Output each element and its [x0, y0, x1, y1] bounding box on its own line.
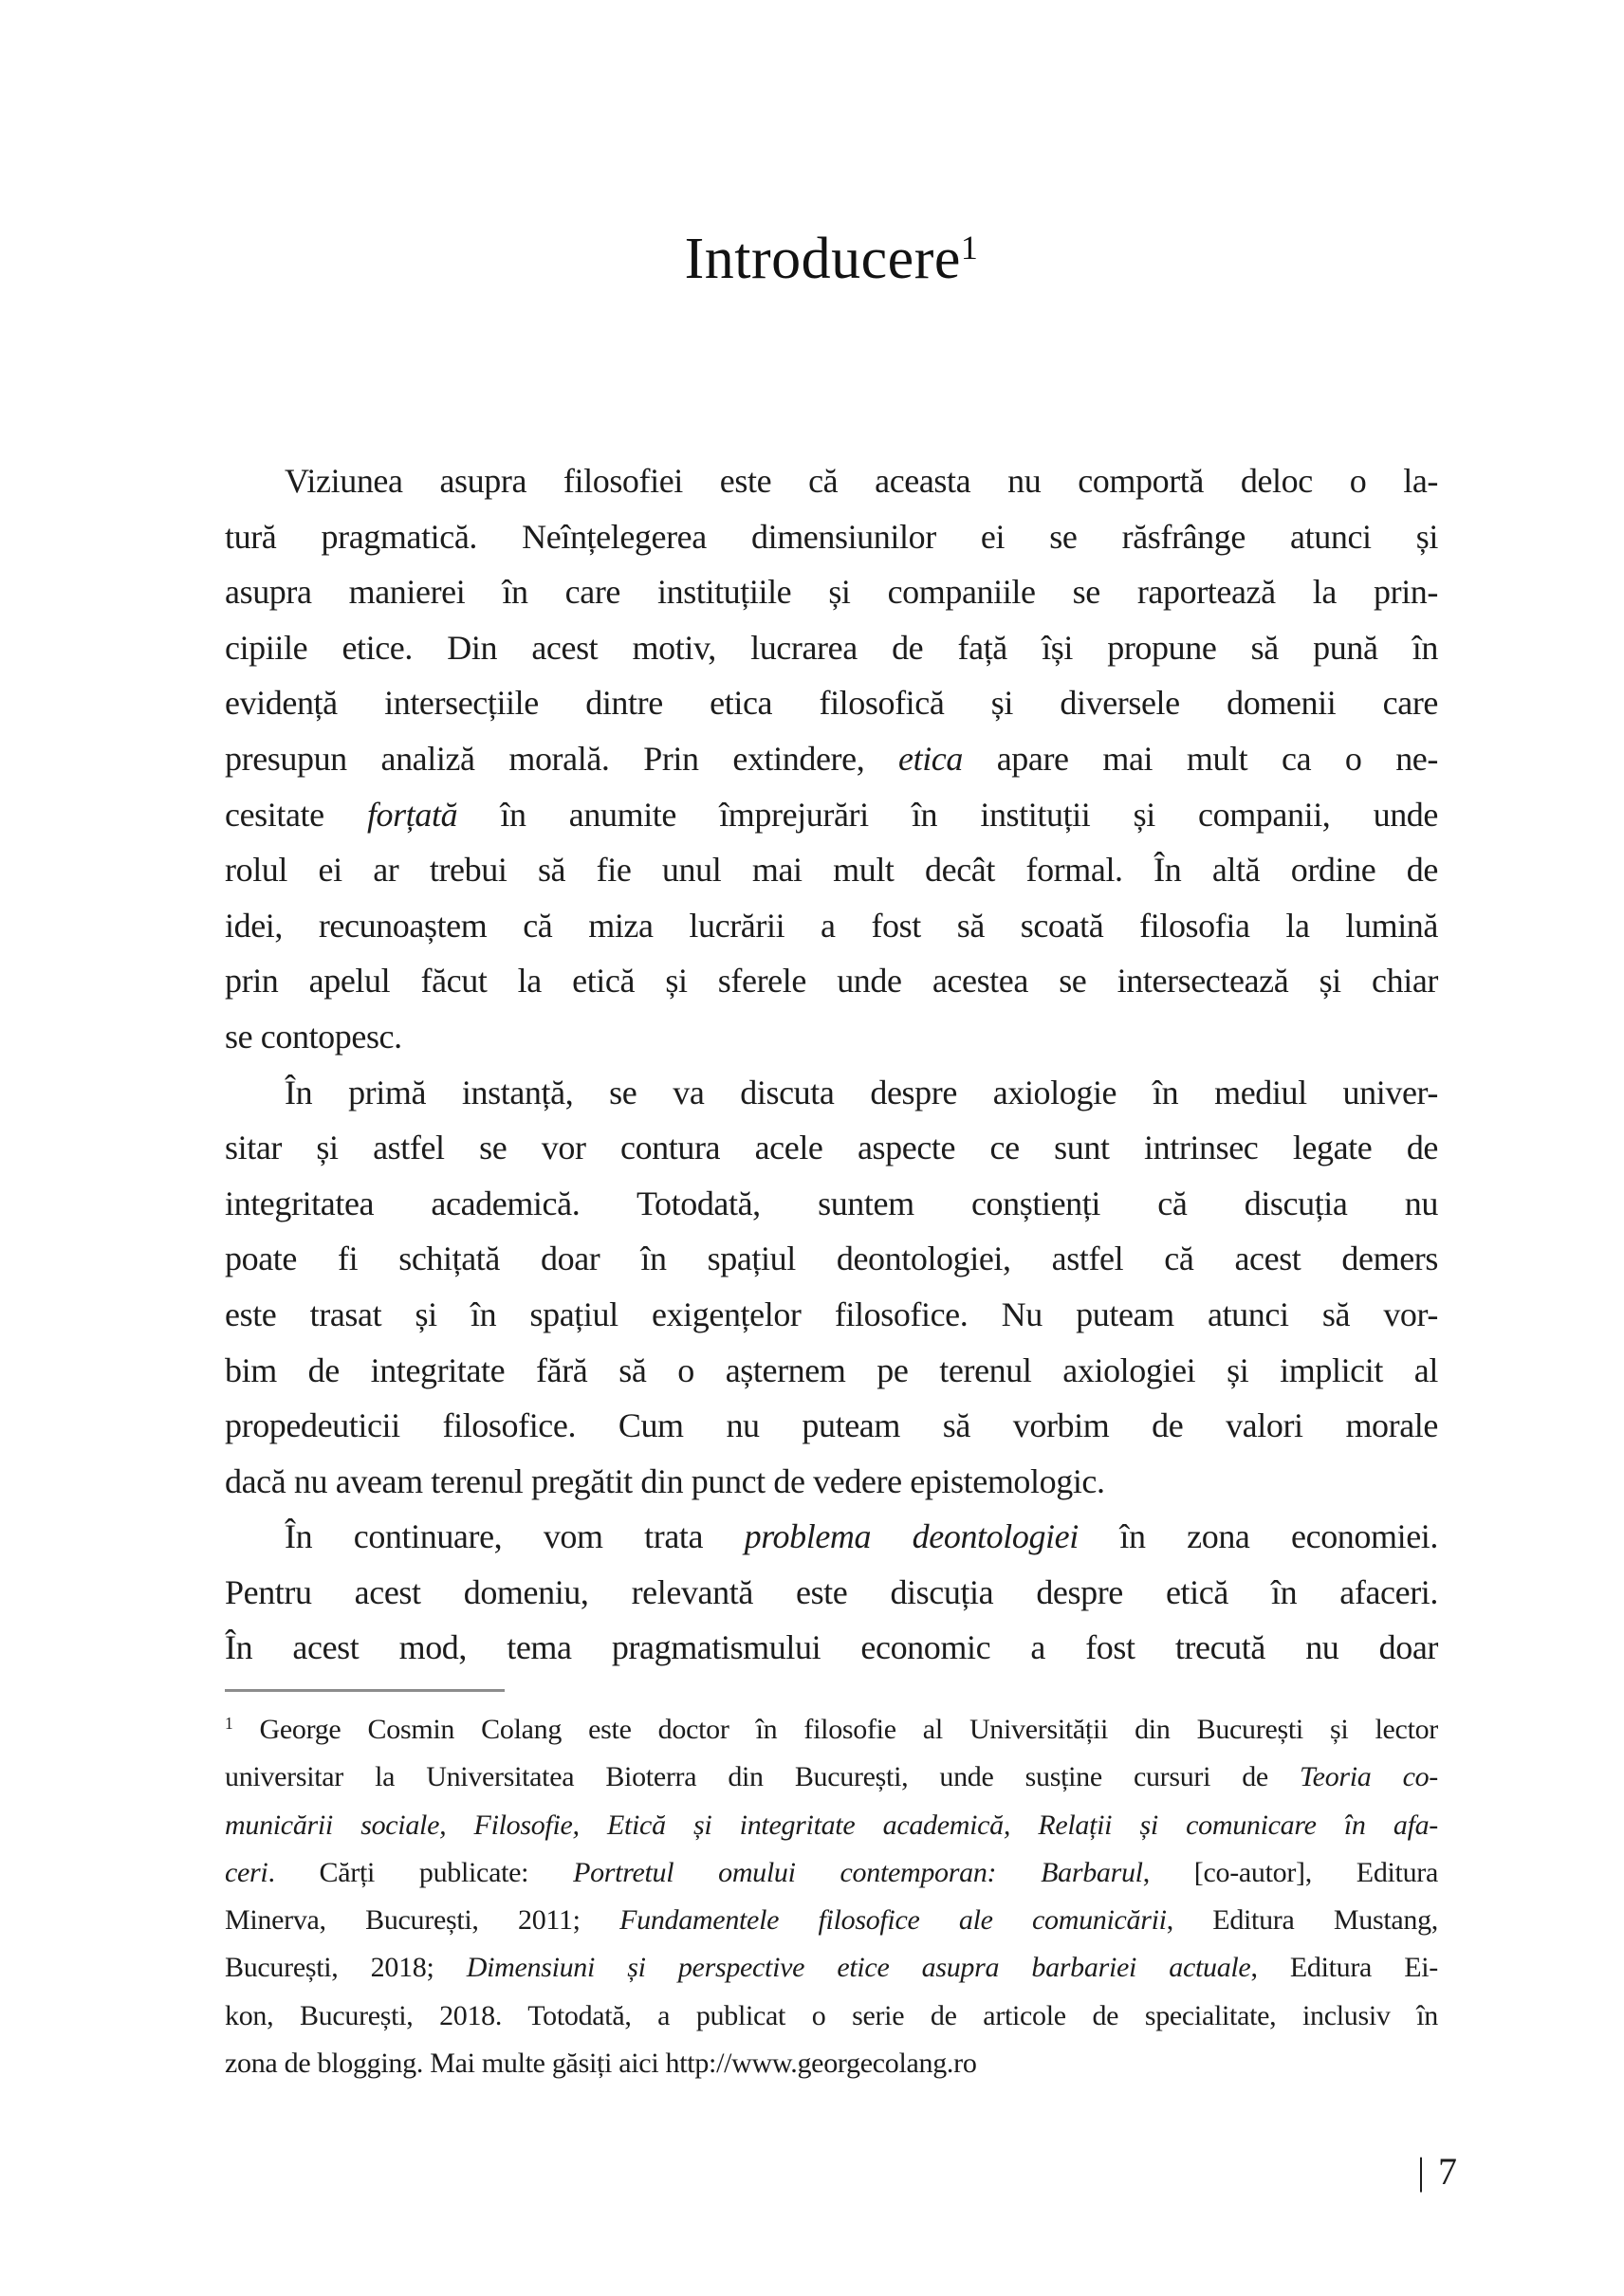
text-run: În acest mod, tema pragmatismului economic a fost trecută nu doar [225, 1628, 1438, 1667]
text-line [225, 1398, 1438, 1454]
text-line [225, 1802, 1438, 1849]
text-line [225, 787, 1438, 843]
text-line [225, 1509, 1438, 1565]
text-line [225, 1897, 1438, 1944]
text-run: universitar la Universitatea Bioterra din București, unde susține cursuri de [225, 1761, 1301, 1793]
text-run: asupra manierei în care instituțiile și companiile se raportează la prin- [225, 573, 1438, 612]
text-line [225, 1231, 1438, 1287]
text-run: poate fi schițată doar în spațiul deontologiei, astfel că acest demers [225, 1240, 1438, 1278]
italic-run: Portretul omului contemporan: Barbarul [573, 1856, 1143, 1888]
text-run: George Cosmin Colang este doctor în filosofie al Universității din București și lector [232, 1714, 1438, 1745]
text-line [225, 1944, 1438, 1992]
text-line [225, 675, 1438, 731]
text-run: se contopesc. [225, 1017, 402, 1056]
text-run: zona de blogging. Mai multe găsiți aici http://www.georgecolang.ro [225, 2048, 977, 2080]
footnote-text [225, 1706, 1438, 2087]
text-line [225, 1176, 1438, 1232]
text-line [225, 564, 1438, 620]
text-line [225, 620, 1438, 676]
text-line [225, 1620, 1438, 1676]
footnote-marker: 1 [225, 1714, 233, 1734]
text-line [225, 1009, 1438, 1065]
text-line [225, 898, 1438, 954]
text-run: în anumite împrejurări în instituții și companii, unde [457, 795, 1438, 834]
text-run: dacă nu aveam terenul pregătit din punct de vedere epistemologic. [225, 1461, 1105, 1500]
text-run: , Editura Mustang, [1166, 1904, 1438, 1937]
text-line [225, 453, 1438, 509]
text-line [225, 731, 1438, 787]
text-line [225, 1065, 1438, 1121]
text-line [225, 953, 1438, 1009]
text-run: cesitate [225, 795, 367, 834]
page-title [225, 226, 1438, 293]
text-run: tură pragmatică. Neînțelegerea dimensiunilor ei se răsfrânge atunci și [225, 517, 1438, 556]
text-run: , [co-autor], Editura [1142, 1856, 1438, 1888]
text-run: În primă instanță, se va discuta despre axiologie în mediul univer- [285, 1073, 1438, 1111]
text-run: prin apelul făcut la etică și sferele unde acestea se intersectează și chiar [225, 962, 1438, 1001]
italic-run: Fundamentele filosofice ale comunicării [619, 1904, 1167, 1937]
text-line [225, 509, 1438, 565]
text-line [225, 2040, 1438, 2087]
text-run: bim de integritate fără să o așternem pe terenul axiologiei și implicit al [225, 1350, 1438, 1389]
text-line [225, 1454, 1438, 1510]
text-line [225, 1706, 1438, 1754]
text-run: presupun analiză morală. Prin extindere, [225, 739, 899, 778]
text-line [225, 1287, 1438, 1343]
text-run: integritatea academică. Totodată, suntem conștienți că discuția nu [225, 1184, 1438, 1222]
italic-run: Teoria co- [1300, 1761, 1438, 1793]
italic-run: Dimensiuni și perspective etice asupra barbariei actuale [466, 1952, 1251, 1984]
text-run: în zona economiei. [1078, 1517, 1438, 1556]
italic-run: ceri [225, 1856, 268, 1888]
text-run: sitar și astfel se vor contura acele aspecte ce sunt intrinsec legate de [225, 1129, 1438, 1167]
italic-run: forțată [366, 795, 458, 834]
footnote-separator [225, 1689, 505, 1692]
italic-run: etica [898, 739, 963, 778]
title-footnote-marker: 1 [960, 229, 979, 267]
text-run: evidență intersecțiile dintre etica filosofică și diversele domenii care [225, 684, 1438, 723]
text-line [225, 1993, 1438, 2040]
text-run: , Editura Ei- [1250, 1952, 1439, 1984]
text-line [225, 842, 1438, 898]
text-line [225, 1343, 1438, 1399]
text-line [225, 1120, 1438, 1176]
text-line [225, 1565, 1438, 1621]
text-run: Minerva, București, 2011; [225, 1904, 620, 1937]
text-run: Viziunea asupra filosofiei este că aceasta nu comportă deloc o la- [285, 462, 1438, 500]
page-title-text: Introducere [684, 227, 961, 291]
text-run: propedeuticii filosofice. Cum nu puteam să vorbim de valori morale [225, 1406, 1438, 1445]
text-run: este trasat și în spațiul exigențelor filosofice. Nu puteam atunci să vor- [225, 1295, 1438, 1333]
text-run: idei, recunoaștem că miza lucrării a fost să scoată filosofia la lumină [225, 906, 1438, 945]
text-line [225, 1849, 1438, 1897]
text-run: Pentru acest domeniu, relevantă este discuția despre etică în afaceri. [225, 1572, 1438, 1611]
text-run: kon, București, 2018. Totodată, a publicat o serie de articole de specialitate, inclusiv în [225, 1999, 1438, 2031]
italic-run: municării sociale, Filosofie, Etică și integritate academică, Relații și comunicare în afa- [225, 1809, 1438, 1841]
text-run: cipiile etice. Din acest motiv, lucrarea de față își propune să pună în [225, 628, 1438, 667]
italic-run: problema deontologiei [744, 1517, 1079, 1556]
text-line [225, 1754, 1438, 1801]
text-run: apare mai mult ca o ne- [962, 739, 1438, 778]
text-run: . Cărți publicate: [268, 1856, 574, 1888]
body-text [225, 453, 1438, 1676]
text-run: În continuare, vom trata [285, 1517, 745, 1556]
page-number: | 7 [1416, 2150, 1459, 2193]
text-run: rolul ei ar trebui să fie unul mai mult decât formal. În altă ordine de [225, 851, 1438, 890]
text-run: București, 2018; [225, 1952, 467, 1984]
